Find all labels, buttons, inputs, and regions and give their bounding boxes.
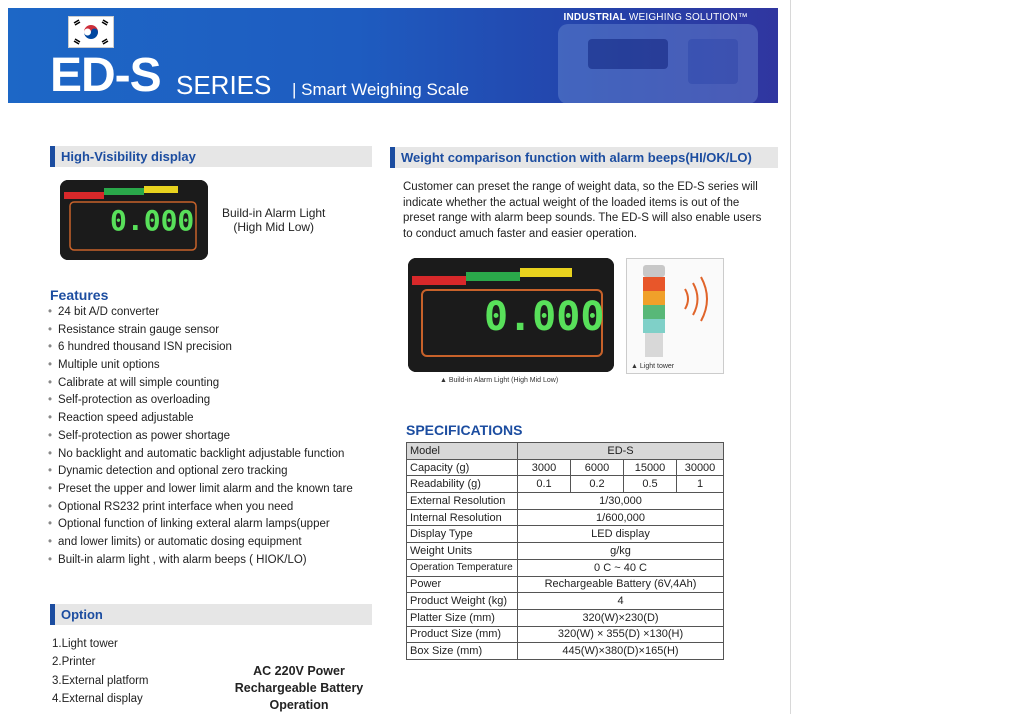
options-list	[52, 635, 149, 708]
spec-value: 1	[677, 476, 724, 493]
option-item: 1.Light tower	[52, 638, 118, 650]
spec-value: LED display	[518, 526, 724, 543]
spec-label: Capacity (g)	[407, 459, 518, 476]
feature-item: • Built-in alarm light , with alarm beeps ( HIOK/LO)	[48, 552, 353, 570]
table-row	[407, 626, 724, 643]
feature-item: • 24 bit A/D converter	[48, 304, 353, 322]
table-row	[407, 543, 724, 560]
lcd-alarm-image	[408, 258, 614, 372]
spec-label: Product Weight (kg)	[407, 593, 518, 610]
alarm-light-caption: Build-in Alarm Light (High Mid Low)	[222, 206, 326, 234]
feature-item: • and lower limits) or automatic dosing equipment	[48, 534, 353, 552]
spec-label: Readability (g)	[407, 476, 518, 493]
spec-label: Box Size (mm)	[407, 643, 518, 660]
table-row	[407, 443, 724, 460]
scale-illustration	[548, 14, 768, 103]
lcd-caption: ▲ Build-in Alarm Light (High Mid Low)	[440, 377, 559, 384]
spec-label: Display Type	[407, 526, 518, 543]
specifications-title: SPECIFICATIONS	[406, 422, 523, 438]
table-row	[407, 593, 724, 610]
korea-flag-icon	[68, 16, 114, 48]
spec-value: 3000	[518, 459, 571, 476]
features-title: Features	[50, 287, 109, 303]
spec-value: 1/600,000	[518, 509, 724, 526]
spec-value: g/kg	[518, 543, 724, 560]
table-row	[407, 476, 724, 493]
option-item: 4.External display	[52, 692, 143, 705]
spec-value: 15000	[624, 459, 677, 476]
spec-value: Rechargeable Battery (6V,4Ah)	[518, 576, 724, 593]
table-row	[407, 526, 724, 543]
spec-label: Operation Temperature	[407, 559, 518, 576]
feature-item: • Self-protection as power shortage	[48, 428, 353, 446]
section-weight-comparison: Weight comparison function with alarm beeps(HI/OK/LO)	[390, 147, 778, 168]
spec-value: 4	[518, 593, 724, 610]
spec-label: Internal Resolution	[407, 509, 518, 526]
spec-value: 320(W)×230(D)	[518, 609, 724, 626]
feature-item: • Dynamic detection and optional zero tracking	[48, 463, 353, 481]
subtitle: | Smart Weighing Scale	[292, 80, 470, 99]
spec-label: Model	[407, 443, 518, 460]
specifications-table	[406, 442, 724, 660]
feature-item: • Reaction speed adjustable	[48, 410, 353, 428]
model-title: ED-S	[50, 49, 161, 102]
table-row	[407, 609, 724, 626]
features-list	[48, 304, 353, 569]
feature-item: • Optional RS232 print interface when you need	[48, 499, 353, 517]
lcd-reading: 0.000	[110, 204, 195, 237]
spec-value: 6000	[571, 459, 624, 476]
tagline: INDUSTRIAL WEIGHING SOLUTION™	[563, 12, 748, 23]
spec-value: 320(W) × 355(D) ×130(H)	[518, 626, 724, 643]
spec-value: 445(W)×380(D)×165(H)	[518, 643, 724, 660]
table-row	[407, 559, 724, 576]
lcd-alarm-reading: 0.000	[484, 294, 605, 340]
section-option: Option	[50, 604, 372, 625]
spec-value: 0.5	[624, 476, 677, 493]
feature-item: • Optional function of linking exteral alarm lamps(upper	[48, 516, 353, 534]
spec-label: Weight Units	[407, 543, 518, 560]
feature-item: • Calibrate at will simple counting	[48, 375, 353, 393]
spec-value: 0.1	[518, 476, 571, 493]
spec-label: Platter Size (mm)	[407, 609, 518, 626]
header-banner	[8, 8, 778, 103]
feature-item: • 6 hundred thousand ISN precision	[48, 339, 353, 357]
spec-label: Power	[407, 576, 518, 593]
table-row	[407, 643, 724, 660]
option-item: 2.Printer	[52, 656, 96, 669]
feature-item: • Resistance strain gauge sensor	[48, 322, 353, 340]
section-high-visibility-display: High-Visibility display	[50, 146, 372, 167]
series-label: SERIES	[176, 70, 272, 100]
feature-item: • Multiple unit options	[48, 357, 353, 375]
comparison-description: Customer can preset the range of weight data, so the ED-S series will indicate whether the actual weight of the loaded items is out of the preset range with alarm beep sounds. The ED-S will also enable users to conduct amuch faster and easier operation.	[403, 181, 762, 240]
power-note: AC 220V Power Rechargeable Battery Operation	[234, 664, 364, 712]
spec-label: External Resolution	[407, 493, 518, 510]
table-row	[407, 493, 724, 510]
feature-item: • Self-protection as overloading	[48, 392, 353, 410]
table-row	[407, 459, 724, 476]
feature-item: • No backlight and automatic backlight adjustable function	[48, 446, 353, 464]
table-row	[407, 576, 724, 593]
light-tower-icon	[627, 259, 723, 373]
table-row	[407, 509, 724, 526]
spec-value: 0 C ~ 40 C	[518, 559, 724, 576]
light-tower-image	[626, 258, 724, 374]
spec-value: 30000	[677, 459, 724, 476]
option-item: 3.External platform	[52, 674, 149, 687]
light-tower-caption: ▲ Light tower	[631, 363, 675, 370]
spec-label: Product Size (mm)	[407, 626, 518, 643]
spec-value: ED-S	[518, 443, 724, 460]
lcd-display-image	[60, 180, 208, 260]
feature-item: • Preset the upper and lower limit alarm and the known tare	[48, 481, 353, 499]
spec-value: 1/30,000	[518, 493, 724, 510]
spec-value: 0.2	[571, 476, 624, 493]
